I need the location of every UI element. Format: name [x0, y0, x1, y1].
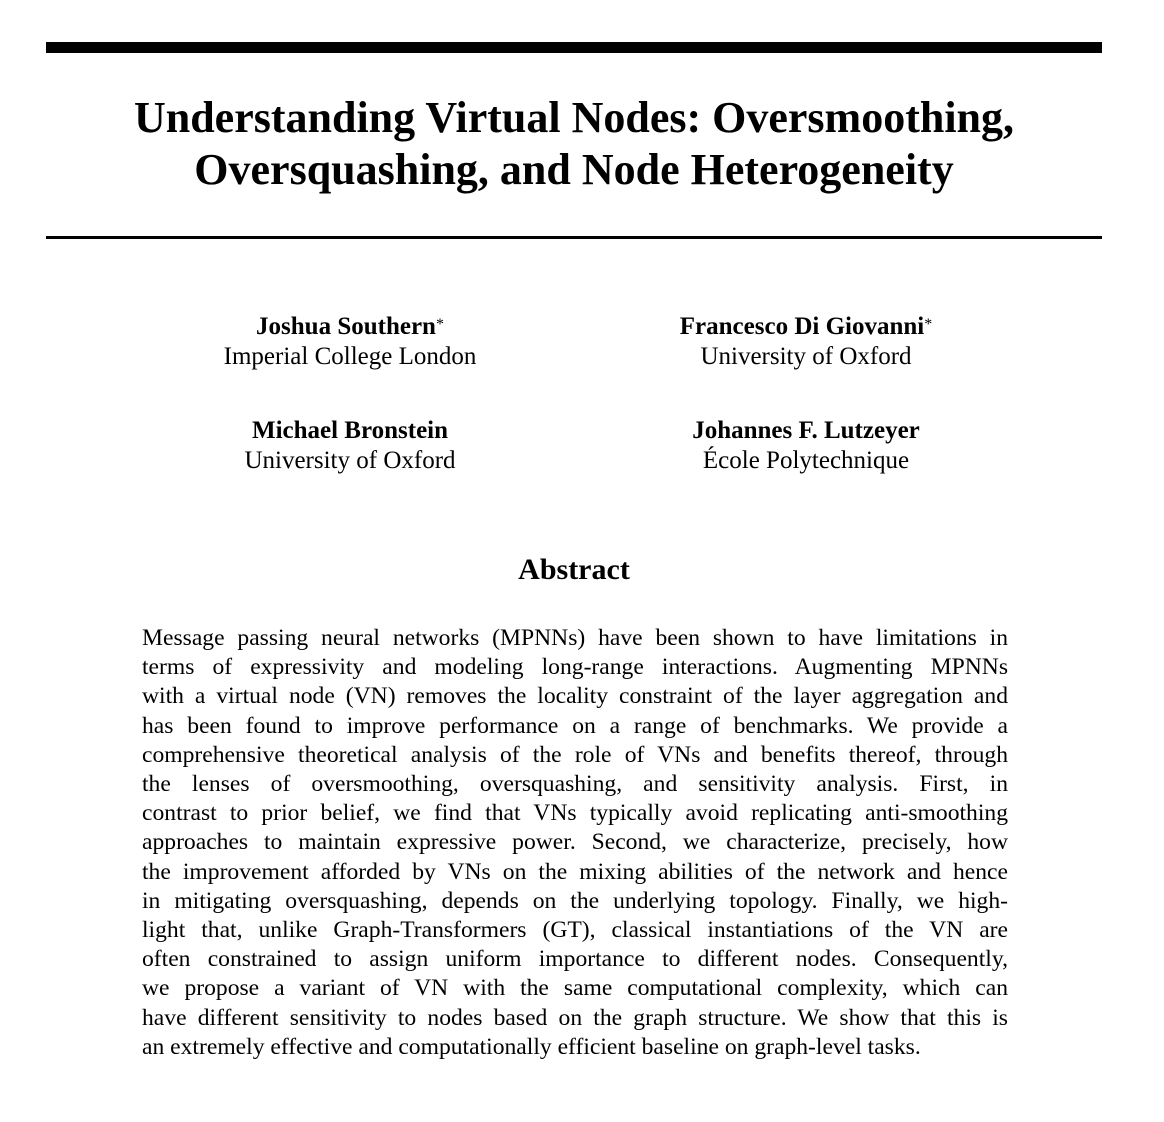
abstract-line: terms of expressivity and modeling long-range interactions. Augmenting MPNNs: [142, 654, 1008, 681]
author-name: Johannes F. Lutzeyer: [692, 417, 920, 444]
abstract-line: light that, unlike Graph-Transformers (GT), classical instantiations of the VN are: [142, 917, 1008, 944]
author-affiliation: University of Oxford: [244, 447, 456, 474]
abstract-line: has been found to improve performance on a range of benchmarks. We provide a: [142, 712, 1008, 739]
abstract-line: with a virtual node (VN) removes the locality constraint of the layer aggregation and: [142, 683, 1008, 710]
abstract-line: Message passing neural networks (MPNNs) have been shown to have limitations in: [142, 625, 1008, 651]
title-top-rule: [46, 42, 1102, 53]
equal-contribution-mark: *: [435, 316, 444, 333]
author-name: Joshua Southern*: [256, 313, 444, 340]
abstract-line: approaches to maintain expressive power. Second, we characterize, precisely, how: [142, 829, 1008, 856]
abstract-line: an extremely effective and computationally efficient baseline on graph-level tasks.: [142, 1033, 921, 1060]
equal-contribution-mark: *: [924, 316, 933, 333]
abstract-line: comprehensive theoretical analysis of the role of VNs and benefits thereof, through: [142, 741, 1008, 768]
abstract-line: the lenses of oversmoothing, oversquashing, and sensitivity analysis. First, in: [142, 771, 1008, 798]
author-affiliation: Imperial College London: [223, 343, 477, 370]
abstract-line: often constrained to assign uniform importance to different nodes. Consequently,: [142, 946, 1008, 973]
title-bottom-rule: [46, 236, 1102, 239]
abstract-line: in mitigating oversquashing, depends on the underlying topology. Finally, we high-: [142, 887, 1008, 914]
author-block: [140, 416, 560, 476]
paper-title: [46, 92, 1102, 196]
abstract-heading: Abstract: [518, 553, 630, 586]
title-line-1: Understanding Virtual Nodes: Oversmoothing,: [133, 93, 1015, 142]
abstract-line: we propose a variant of VN with the same computational complexity, which can: [142, 975, 1008, 1002]
abstract-line: contrast to prior belief, we find that VNs typically avoid replicating anti-smoothing: [142, 800, 1008, 827]
abstract-body: [142, 624, 1008, 1062]
author-name: Michael Bronstein: [251, 417, 449, 444]
title-line-2: Oversquashing, and Node Heterogeneity: [194, 145, 954, 194]
author-name: Francesco Di Giovanni*: [679, 313, 933, 340]
author-block: [596, 416, 1016, 476]
author-block: [596, 312, 1016, 372]
author-affiliation: University of Oxford: [700, 343, 912, 370]
abstract-line: the improvement afforded by VNs on the mixing abilities of the network and hence: [142, 858, 1008, 885]
abstract-line: have different sensitivity to nodes based on the graph structure. We show that this is: [142, 1004, 1008, 1031]
author-affiliation: École Polytechnique: [702, 447, 910, 474]
author-block: [140, 312, 560, 372]
